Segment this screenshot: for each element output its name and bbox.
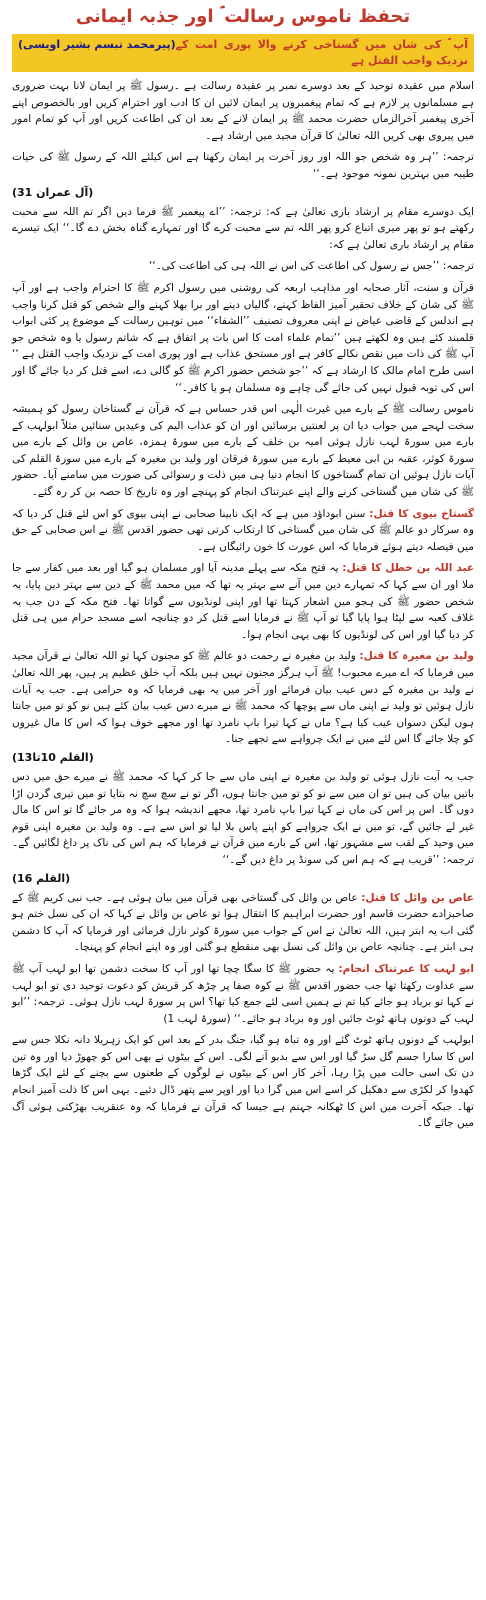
paragraph-final: ابولہب کے دونوں ہاتھ ٹوٹ گئے اور وہ تباہ ہو گیا، جنگ بدر کے بعد اس کو ایک زہریلا دانہ نکلا جس سے اس کا سارا جسم گل سڑ گیا اور اس سے بدبو آنے لگی۔ اس کے بیٹوں نے بھی اس کو چھوڑ دیا اور وہ تین دن تک اسی حالت میں پڑا رہا، آخر کار اس کے بیٹوں نے لوگوں کے طعنوں سے بچنے کے لئے ایک گڑھا کھدوا کر لکڑی سے دھکیل کر اسے اس میں گرا دیا اور اوپر سے پتھر ڈال دئیے۔ یہی اس کا ذلت آمیز انجام تھا۔ جبکہ آخرت میں اس کا ٹھکانہ جہنم ہے جیسا کہ قرآن نے فرمایا کہ وہ عنقریب بھڑکتی ہوئی آگ میں جائے گا۔ <box>12 1034 474 1130</box>
paragraph-2: ترجمہ: ’’ہر وہ شخص جو اللہ اور روز آخرت پر ایمان رکھتا ہے اس کیلئے اللہ کے رسول ﷺ کی حیات طیبہ میں بہترین نمونہ موجود ہے۔‘‘ <box>12 151 474 180</box>
section-heading-abu-lahab: ابو لہب کا عبرتناک انجام: <box>338 962 474 975</box>
section-ibn-khatal <box>12 560 474 643</box>
paragraph-1: اسلام میں عقیدہ توحید کے بعد دوسرے نمبر پر عقیدہ رسالت ہے ۔رسول ﷺ پر ایمان لانا بہت ضروری ہے مسلمانوں پر لازم ہے کہ تمام پیغمبروں پر ایمان لائیں ان کا ادب اور احترام کریں اور بالخصوص اپنے آخری پیغمبر آخرالزماں حضرت محمد ﷺ پر ایمان لانے کے بعد ان کی اطاعت کریں اور آپ کو تمام امور میں پیروی بھی کریں اللہ تعالیٰ کا قرآن مجید میں ارشاد ہے۔ <box>12 80 474 142</box>
quran-reference-3: (القلم 16) <box>12 871 71 885</box>
paragraph-6: ناموس رسالت ﷺ کے بارے میں غیرت الٰہی اس قدر حساس ہے کہ قرآن نے گستاخان رسول کو ہمیشہ سخت لہجے میں جواب دیا ان پر لعنتیں برسائیں اور ان کو عذاب الیم کی وعیدیں سنائیں مثلاً ابولہب کے بارے میں سورۃ لہب نازل ہوئی امیہ بن خلف کے بارے میں سورۃ ہمزہ، عاص بن وائل کے بارے میں سورۃ کوثر، عقبہ بن ابی معیط کے بارے میں سورۃ فرقان اور ولید بن مغیرہ کے بارے میں سورۃ القلم کی آیات نازل ہوئیں ان تمام گستاخوں کا انجام دنیا ہی میں ذلت و رسوائی کی صورت میں سامنے آیا۔ حضور ﷺ کی شان میں گستاخی کرنے والے اپنے عبرتناک انجام کو پہنچے اور وہ تاریخ کا حصہ بن کر رہ گئے۔ <box>12 403 474 499</box>
section-text-walid: ولید بن مغیرہ نے رحمت دو عالم ﷺ کو مجنون کہا تو اللہ تعالیٰ نے قرآن مجید میں فرمایا کہ اے میرے محبوب! ﷺ آپ ہرگز مجنون نہیں ہیں بلکہ آپ خلق عظیم پر ہیں، پھر اللہ تعالیٰ نے ولید بن مغیرہ کے دس عیب بیان فرمائے اور آخر میں یہ بھی فرمایا کہ وہ حرامی ہے۔ جب یہ آیات نازل ہوئیں تو ولید نے اپنی ماں سے پوچھا کہ محمد ﷺ نے میرے دس عیب بیان کئے ہیں نو کو تو میں جانتا ہوں لیکن دسواں عیب کیا ہے؟ ماں نے کہا تیرا باپ نامرد تھا اور مجھے خوف ہوا کہ اس کا مال غیروں کو چلا جائے گا اس لئے میں نے ایک چرواہے سے تجھے جنا۔ <box>12 650 474 746</box>
paragraph-3: ایک دوسرے مقام پر ارشاد باری تعالیٰ ہے کہ: ترجمہ: ’’اے پیغمبر ﷺ فرما دیں اگر تم اللہ سے محبت رکھتے ہو تو پھر میری اتباع کرو پھر اللہ تم سے محبت کرے گا اور تمہارے گناہ بخش دے گا۔‘‘ ایک تیسرے مقام پر ارشاد باری تعالیٰ ہے کہ: <box>12 205 474 251</box>
section-text-wife: سنن ابوداؤد میں ہے کہ ایک نابینا صحابی نے اپنی بیوی کو اس لئے قتل کر دیا کہ وہ سرکار دو عالم ﷺ کی شان میں گستاخی کا ارتکاب کرتی تھی حضور اقدس ﷺ نے اس صحابی کے حق میں فیصلہ دیتے ہوئے فرمایا کہ اس عورت کا خون رائیگاں ہے۔ <box>11 507 474 553</box>
quran-reference-2: (القلم 10تا13) <box>12 750 94 764</box>
headline-banner <box>12 34 474 72</box>
paragraph-walid-mother: جب یہ آیت نازل ہوئی تو ولید بن مغیرہ نے اپنی ماں سے جا کر کہا کہ محمد ﷺ نے میرے حق میں دس باتیں بیان کی ہیں تو ان میں سے نو کو تو میں جانتا ہوں، اگر تو نے سچ سچ نہ بتایا تو میں تیری گردن اڑا دوں گا۔ اس پر اس کی ماں نے کہا تیرا باپ نامرد تھا، مجھے اندیشہ ہوا کہ وہ مر جائے گا تو اس کا مال غیر لے جائیں گے، تو میں نے ایک چرواہے کو اپنے پاس بلا لیا تو اس سے ہے۔ وہ ولید بن مغیرہ اپنی قوم میں وحید کے لقب سے مشہور تھا، اس کے بارے میں قرآن نے فرمایا کہ ہم اس کی ناک پر داغ لگائیں گے۔ ترجمہ: ’’قریب ہے کہ ہم اس کی سونڈ پر داغ دیں گے۔‘‘ <box>12 770 474 866</box>
section-text-abu-lahab: یہ حضور ﷺ کا سگا چچا تھا اور آپ کا سخت دشمن تھا ابو لہب آپ ﷺ سے عداوت رکھتا تھا جب حضور اقدس ﷺ نے کوہ صفا پر چڑھ کر قریش کو دعوت توحید دی تو ابو لہب نے کہا تو برباد ہو جائے کیا تم نے ہمیں اسی لئے جمع کیا تھا؟ اس پر سورۃ لہب نازل ہوئی۔ ترجمہ: ’’ابو لہب کے دونوں ہاتھ ٹوٹ جائیں اور وہ برباد ہو جائے۔‘‘ (سورۃ لہب 1) <box>12 962 474 1025</box>
section-text-aas: عاص بن وائل کی گستاخی بھی قرآن میں بیان ہوئی ہے۔ جب نبی کریم ﷺ کے صاحبزادے حضرت قاسم اور حضرت ابراہیم کا انتقال ہوا تو عاص بن وائل نے کہا کہ ان کی نسل ختم ہو گئی اب یہ ابتر ہیں، اللہ تعالیٰ نے اس کے جواب میں سورۃ کوثر نازل فرمائی اور فرمایا کہ آپ کا دشمن ہی ابتر ہے۔ چنانچہ عاص بن وائل کی نسل بھی منقطع ہو گئی اور وہ اپنے انجام کو پہنچا۔ <box>12 891 474 954</box>
author-name: (پیرمحمد تبسم بشیر اویسی) <box>18 38 176 51</box>
paragraph-4: ترجمہ: ’’جس نے رسول کی اطاعت کی اس نے اللہ ہی کی اطاعت کی۔‘‘ <box>148 260 474 273</box>
section-aas <box>12 890 474 956</box>
section-heading-wife: گستاخ بیوی کا قتل: <box>369 507 475 520</box>
quran-reference-1: (آل عمران 31) <box>12 185 94 199</box>
article-title: تحفظ ناموس رسالت ؐ اور جذبہ ایمانی <box>75 6 411 27</box>
section-heading-aas: عاص بن وائل کا قتل: <box>361 891 475 904</box>
section-walid <box>12 648 474 748</box>
paragraph-5: قرآن و سنت، آثار صحابہ اور مذاہب اربعہ کی روشنی میں رسول اکرم ﷺ کا احترام واجب ہے اور آپ ﷺ کی شان کے خلاف تحقیر آمیز الفاظ کہنے، گالیاں دینے اور برا بھلا کہنے والے شخص کو قتل کرنا واجب ہے اندلس کے قاضی عیاض نے اپنی معروف تصنیف ’’الشفاء‘‘ میں توہین رسالت کے موضوع پر کئی ابواب قلمبند کئے ہیں وہ لکھتے ہیں ’’تمام علماء امت کا اس بات پر اتفاق ہے کہ شاتم رسول یا وہ شخص جو آپ ﷺ کی ذات میں نقص نکالے کافر ہے اور مستحق عذاب ہے اور پوری امت کے نزدیک واجب القتل ہے ‘‘ اسی طرح امام مالک کا ارشاد ہے کہ ’’جو شخص حضور اکرم ﷺ کو گالی دے، اسے قتل کر دیا جائے گا اور اس کی توبہ قبول نہیں کی جائے گی چاہے وہ مسلمان ہو یا کافر۔‘‘ <box>12 281 474 394</box>
section-heading-walid: ولید بن مغیرہ کا قتل: <box>359 650 474 663</box>
banner-text: آپ ؐ کی شان میں گستاخی کرنے والا پوری امت کے نزدیک واجب القتل ہے <box>175 38 468 67</box>
section-wife <box>12 506 474 556</box>
section-heading-ibn-khatal: عبد اللہ بن خطل کا قتل: <box>342 562 475 575</box>
section-abu-lahab <box>12 961 474 1027</box>
section-text-ibn-khatal: یہ فتح مکہ سے پہلے مدینہ آیا اور مسلمان ہو گیا اور بعد میں کفار سے جا ملا اور ان سے کہا کہ تمہارے دین میں آنے سے بہتر یہ تھا کہ میں محمد ﷺ کے دین سے بہتر دین پایا، یہ شخص حضور ﷺ کی ہجو میں اشعار کہتا تھا اور اپنی لونڈیوں سے گواتا تھا۔ فتح مکہ کے دن جب یہ غلاف کعبہ سے لپٹا ہوا پایا گیا تو آپ ﷺ نے فرمایا اسے قتل کر دو چنانچہ اسے مسجد حرام میں ہی قتل کر دیا گیا اور اس کی لونڈیوں کا بھی یہی انجام ہوا۔ <box>12 562 474 641</box>
